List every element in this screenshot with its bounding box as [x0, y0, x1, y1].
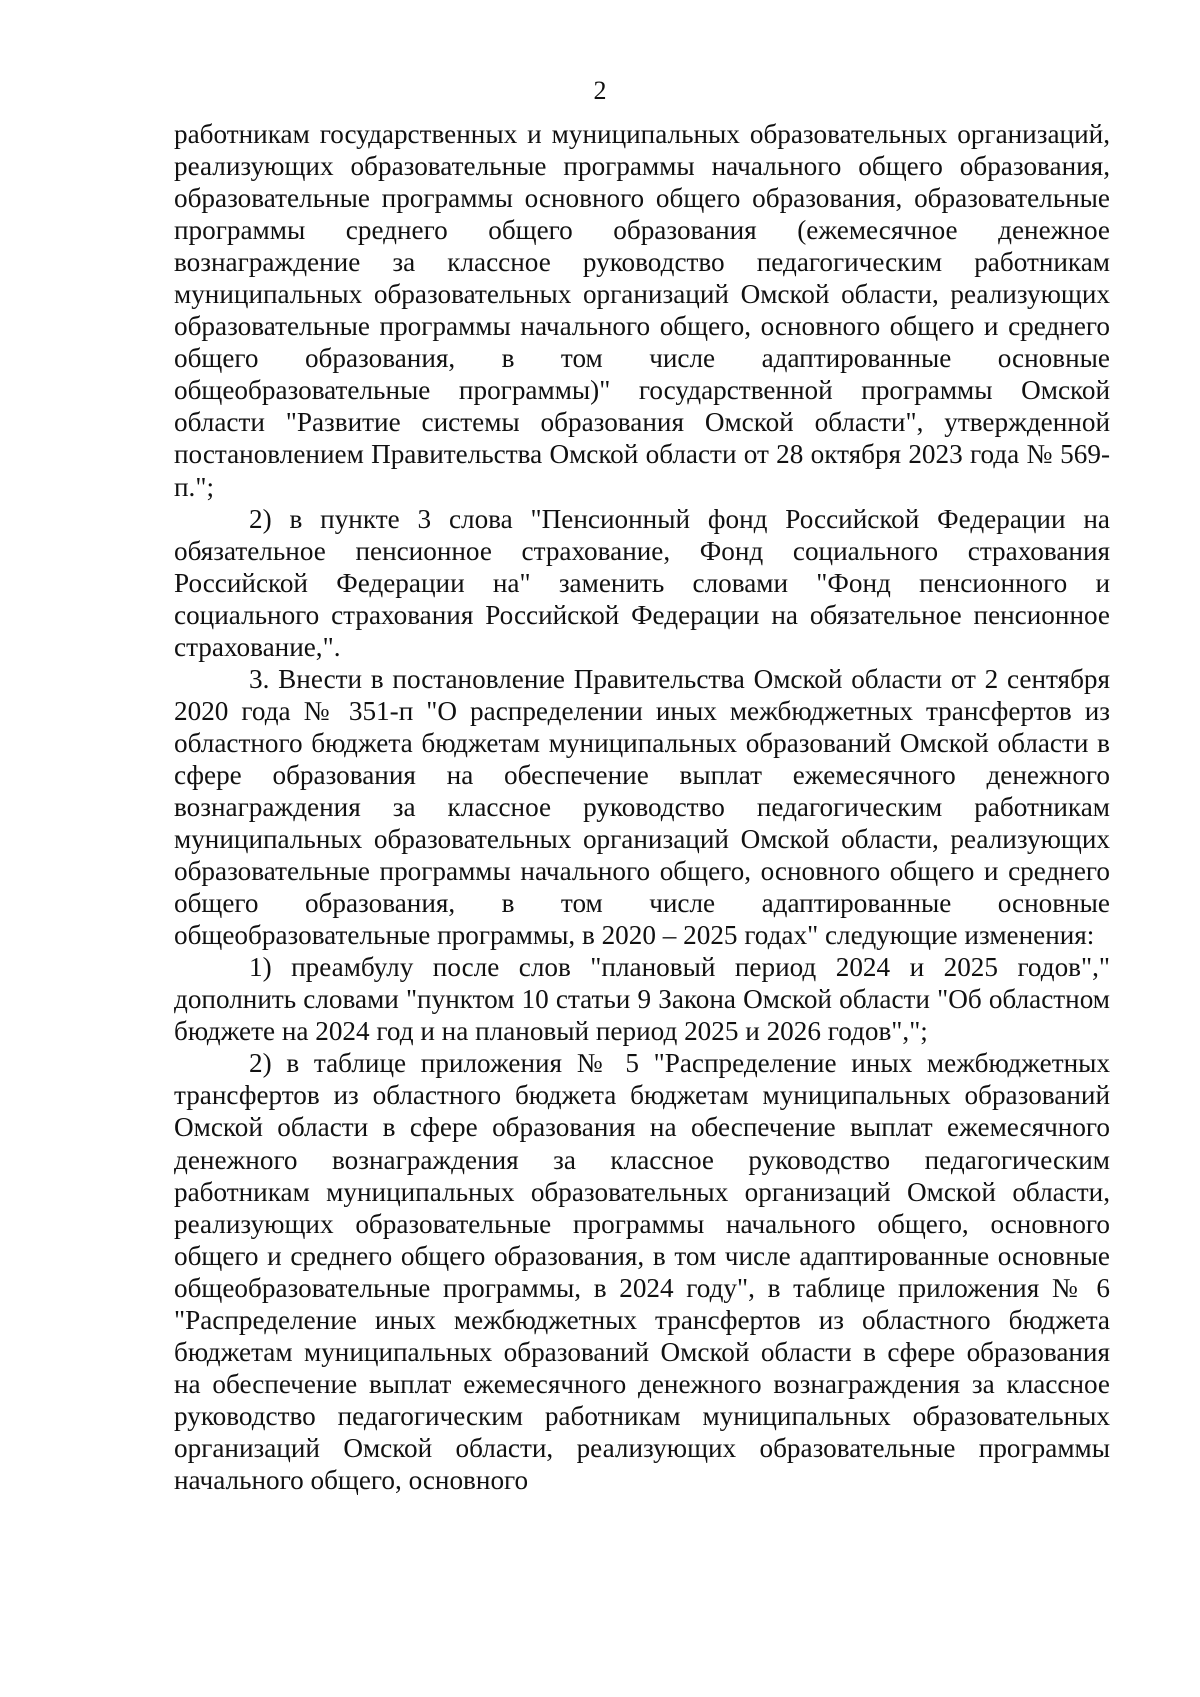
paragraph-item-2-tables: 2) в таблице приложения № 5 "Распределение иных межбюджетных трансфертов из областного бюджета бюджетам муниципальных образований Омской области в сфере образования на обеспечение выплат ежемесячного денежного вознаграждения за классное руководство педагогическим работникам муниципальных образовательных организаций Омской области, реализующих образовательные программы начального общего, основного общего и среднего общего образования, в том числе адаптированные основные общеобразовательные программы, в 2024 году", в таблице приложения № 6 "Распределение иных межбюджетных трансфертов из областного бюджета бюджетам муниципальных образований Омской области в сфере образования на обеспечение выплат ежемесячного денежного вознаграждения за классное руководство педагогическим работникам муниципальных образовательных организаций Омской области, реализующих образовательные программы начального общего, основного	[174, 1048, 1110, 1495]
paragraph-continuation: работникам государственных и муниципальных образовательных организаций, реализующих образовательные программы начального общего образования, образовательные программы основного общего образования, образовательные программы среднего общего образования (ежемесячное денежное вознаграждение за классное руководство педагогическим работникам муниципальных образовательных организаций Омской области, реализующих образовательные программы начального общего, основного общего и среднего общего образования, в том числе адаптированные основные общеобразовательные программы)" государственной программы Омской области "Развитие системы образования Омской области", утвержденной постановлением Правительства Омской области от 28 октября 2023 года № 569-п.";	[174, 119, 1110, 502]
paragraph-section-3: 3. Внести в постановление Правительства Омской области от 2 сентября 2020 года № 351-п "О распределении иных межбюджетных трансфертов из областного бюджета бюджетам муниципальных образований Омской области в сфере образования на обеспечение выплат ежемесячного денежного вознаграждения за классное руководство педагогическим работникам муниципальных образовательных организаций Омской области, реализующих образовательные программы начального общего, основного общего и среднего общего образования, в том числе адаптированные основные общеобразовательные программы, в 2020 – 2025 годах" следующие изменения:	[174, 663, 1110, 951]
paragraph-item-1-preamble: 1) преамбулу после слов "плановый период 2024 и 2025 годов"," дополнить словами "пунктом 10 статьи 9 Закона Омской области "Об областном бюджете на 2024 год и на плановый период 2025 и 2026 годов",";	[174, 952, 1110, 1047]
paragraph-item-2-pension-fund: 2) в пункте 3 слова "Пенсионный фонд Российской Федерации на обязательное пенсионное страхование, Фонд социального страхования Российской Федерации на" заменить словами "Фонд пенсионного и социального страхования Российской Федерации на обязательное пенсионное страхование,".	[174, 503, 1110, 662]
page-number: 2	[593, 76, 607, 105]
document-body	[174, 118, 1110, 1496]
